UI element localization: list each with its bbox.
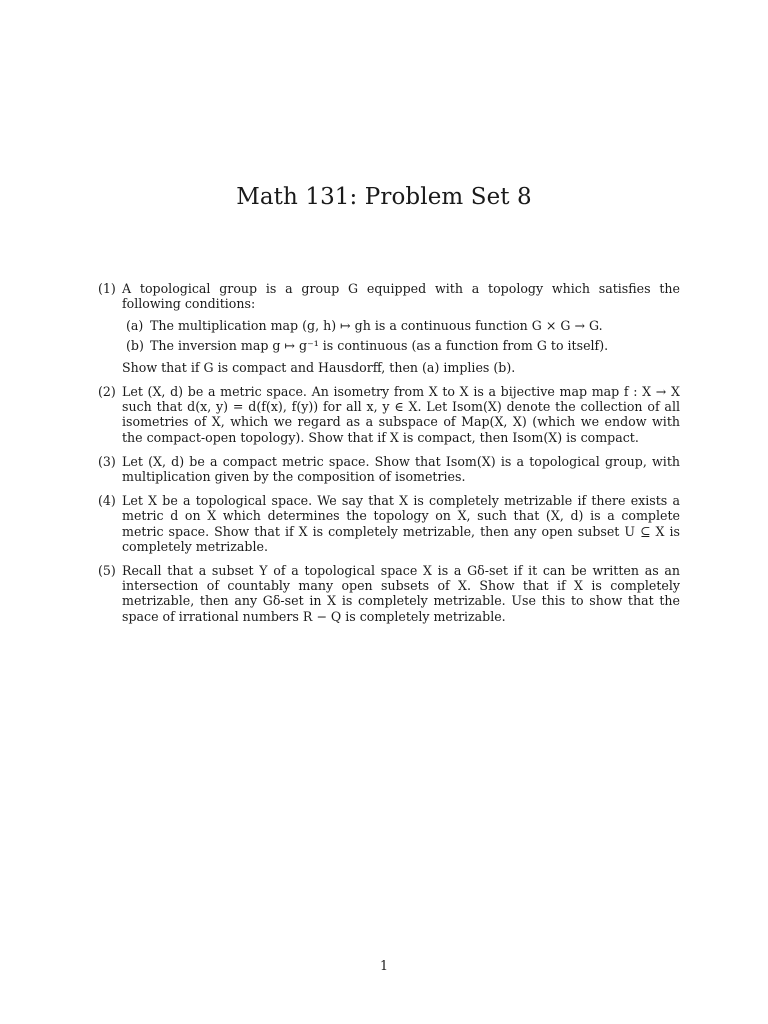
document-title: Math 131: Problem Set 8 [236,184,532,210]
condition-label: (b) [126,337,144,353]
problem-text: Let (X, d) be a metric space. An isometry from X to X is a bijective map map f : X → X such that d(x, y) = d(f(x), f(y)) for all x, y ∈ X. Let Isom(X) denote the collection of all isometries of X, which we regard as a subspace of Map(X, X) (which we endow with the compact-open topology). Show that if X is compact, then Isom(X) is compact. [122,384,680,445]
problem-number: (5) [98,563,116,579]
condition-text: The inversion map g ↦ g⁻¹ is continuous (as a function from G to itself). [150,337,609,353]
problem-text: Let (X, d) be a compact metric space. Show that Isom(X) is a topological group, with multiplication given by the composition of isometries. [122,453,680,485]
problem-1 [98,281,680,375]
problem-text: Let X be a topological space. We say that X is completely metrizable if there exists a metric d on X which determines the topology on X, such that (X, d) is a complete metric space. Show that if X is completely metrizable, then any open subset U ⊆ X is completely metrizable. [122,493,680,554]
condition-list [126,318,680,352]
problem-5 [98,563,680,624]
problem-number: (3) [98,453,116,469]
problem-4 [98,493,680,554]
page-number: 1 [379,958,388,973]
problem-list [98,281,680,633]
condition-label: (a) [126,318,144,334]
problem-text: Recall that a subset Y of a topological space X is a Gδ-set if it can be written as an intersection of countably many open subsets of X. Show that if X is completely metrizable, then any Gδ-set in X is completely metrizable. Use this to show that the space of irrational numbers R − Q is completely metrizable. [122,563,680,624]
problem-3 [98,454,680,484]
problem-number: (2) [98,384,116,400]
problem-number: (4) [98,493,116,509]
problem-text: A topological group is a group G equipped with a topology which satisfies the following conditions: [122,281,680,312]
problem-number: (1) [98,281,116,296]
problem-followup-text: Show that if G is compact and Hausdorff, then (a) implies (b). [122,359,516,375]
condition-a [126,318,680,333]
condition-text: The multiplication map (g, h) ↦ gh is a continuous function G × G → G. [150,318,603,334]
condition-b [126,338,680,353]
problem-2 [98,384,680,445]
